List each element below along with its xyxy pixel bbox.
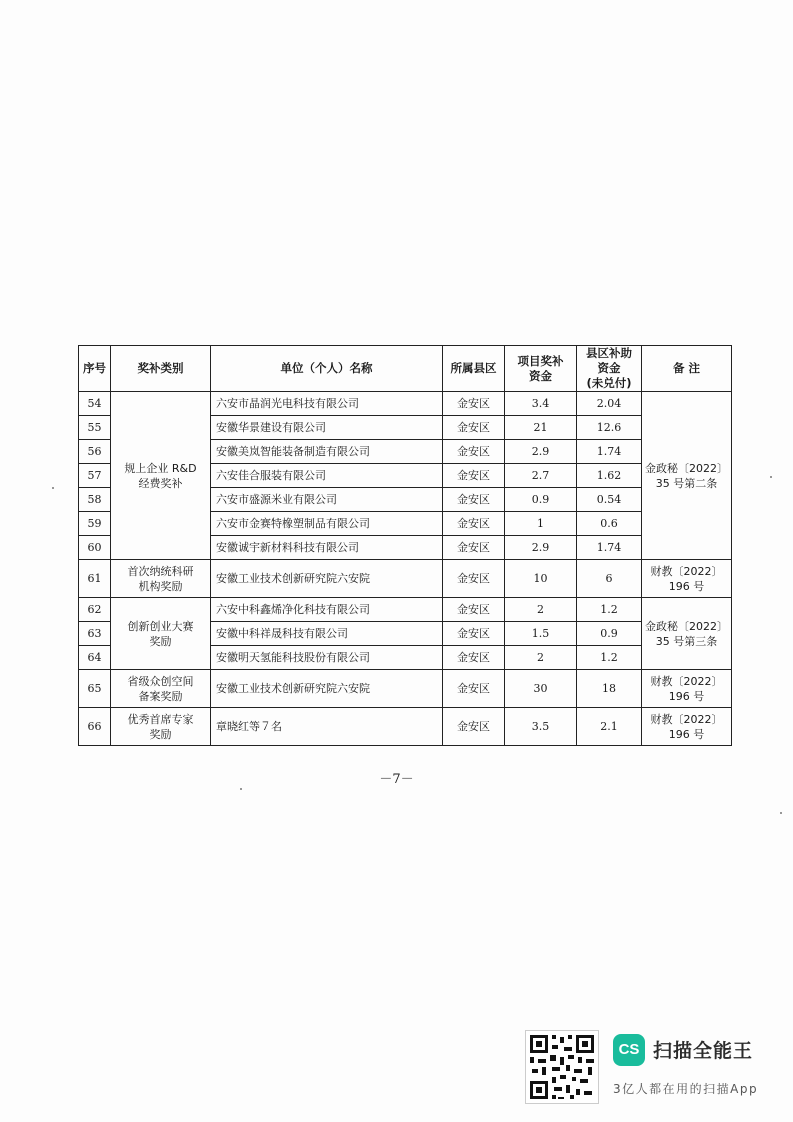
cell-seq: 58 [79,488,111,512]
remark-line: 196 号 [668,727,705,741]
cell-district-fund: 2.1 [577,708,642,746]
header-unit: 单位（个人）名称 [211,346,443,392]
cell-district: 金安区 [443,708,505,746]
cell-district-fund: 6 [577,560,642,598]
cell-seq: 59 [79,512,111,536]
header-district-fund-line: 资金 [597,361,621,375]
award-table [78,345,732,746]
cell-remark [642,392,732,560]
cell-seq: 64 [79,646,111,670]
scan-speck [52,487,54,489]
cell-project-fund: 2.9 [505,536,577,560]
cell-project-fund: 30 [505,670,577,708]
cell-unit: 安徽工业技术创新研究院六安院 [211,670,443,708]
cell-project-fund: 1.5 [505,622,577,646]
cell-district-fund: 1.74 [577,440,642,464]
cell-district-fund: 18 [577,670,642,708]
cell-district: 金安区 [443,488,505,512]
cell-unit: 六安市晶润光电科技有限公司 [211,392,443,416]
header-project-fund-line: 项目奖补 [517,353,564,368]
cell-district-fund: 0.9 [577,622,642,646]
remark-line: 35 号第三条 [655,634,718,648]
cell-district: 金安区 [443,464,505,488]
remark-line: 财教〔2022〕 [650,712,723,726]
cell-seq: 65 [79,670,111,708]
scan-speck [240,788,242,790]
cell-district-fund: 1.62 [577,464,642,488]
cell-seq: 55 [79,416,111,440]
cell-category [111,670,211,708]
cell-category [111,708,211,746]
table-row [79,708,732,746]
cell-unit: 安徽华景建设有限公司 [211,416,443,440]
category-line: 经费奖补 [138,476,183,490]
remark-line: 196 号 [668,689,705,703]
cell-district-fund: 0.6 [577,512,642,536]
cell-district-fund: 1.74 [577,536,642,560]
category-line: 奖励 [149,634,172,648]
cell-unit: 安徽明天氢能科技股份有限公司 [211,646,443,670]
cell-category [111,560,211,598]
cell-seq: 61 [79,560,111,598]
camscanner-logo-icon: CS [613,1034,645,1066]
category-line: 规上企业 R&D [124,461,197,475]
cell-project-fund: 3.5 [505,708,577,746]
cell-district-fund: 12.6 [577,416,642,440]
cell-project-fund: 2 [505,598,577,622]
cell-unit: 安徽诚宇新材料科技有限公司 [211,536,443,560]
camscanner-app-name: 扫描全能王 [653,1040,754,1062]
cell-district: 金安区 [443,670,505,708]
cell-project-fund: 1 [505,512,577,536]
cell-seq: 56 [79,440,111,464]
category-line: 省级众创空间 [127,674,194,688]
cell-project-fund: 21 [505,416,577,440]
cell-unit: 六安中科鑫烯净化科技有限公司 [211,598,443,622]
remark-line: 35 号第二条 [655,476,718,490]
cell-project-fund: 2 [505,646,577,670]
table-row [79,392,732,416]
cell-remark [642,560,732,598]
cell-seq: 54 [79,392,111,416]
category-line: 机构奖励 [138,579,183,593]
header-remark: 备 注 [642,346,732,392]
cell-unit: 安徽美岚智能装备制造有限公司 [211,440,443,464]
cell-district: 金安区 [443,646,505,670]
cell-district: 金安区 [443,598,505,622]
cell-remark [642,598,732,670]
cell-district-fund: 1.2 [577,646,642,670]
header-category: 奖补类别 [111,346,211,392]
cell-unit: 安徽中科祥晟科技有限公司 [211,622,443,646]
cell-unit: 章晓红等７名 [211,708,443,746]
cell-district-fund: 0.54 [577,488,642,512]
cell-seq: 60 [79,536,111,560]
cell-project-fund: 10 [505,560,577,598]
cell-seq: 66 [79,708,111,746]
cell-project-fund: 0.9 [505,488,577,512]
cell-district: 金安区 [443,392,505,416]
header-district-fund-line: 县区补助 [586,346,632,360]
cell-seq: 62 [79,598,111,622]
cell-district-fund: 2.04 [577,392,642,416]
qr-code-icon [525,1030,599,1104]
cell-remark [642,708,732,746]
category-line: 优秀首席专家 [127,712,194,726]
header-district: 所属县区 [443,346,505,392]
cell-district: 金安区 [443,560,505,598]
scan-speck [770,476,772,478]
header-district-fund-line: (未兑付) [586,376,632,390]
cell-district: 金安区 [443,416,505,440]
cell-seq: 57 [79,464,111,488]
cell-seq: 63 [79,622,111,646]
cell-unit: 六安市金赛特橡塑制品有限公司 [211,512,443,536]
cell-project-fund: 3.4 [505,392,577,416]
category-line: 备案奖励 [138,689,183,703]
header-seq: 序号 [79,346,111,392]
remark-line: 金政秘〔2022〕 [645,461,728,475]
cell-district: 金安区 [443,536,505,560]
remark-line: 196 号 [668,579,705,593]
category-line: 创新创业大赛 [127,619,194,633]
remark-line: 财教〔2022〕 [650,674,723,688]
header-project-fund-line: 资金 [529,368,552,383]
cell-category [111,392,211,560]
qr-code-graphic [526,1031,598,1103]
page-number: －7－ [379,772,414,787]
header-district-fund [577,346,642,392]
camscanner-tagline: 3亿人都在用的扫描App [613,1082,759,1096]
cell-project-fund: 2.7 [505,464,577,488]
camscanner-watermark [525,1030,785,1106]
scan-speck [780,812,782,814]
cell-unit: 六安市盛源米业有限公司 [211,488,443,512]
cell-district: 金安区 [443,440,505,464]
remark-line: 金政秘〔2022〕 [645,619,728,633]
cell-project-fund: 2.9 [505,440,577,464]
cell-unit: 安徽工业技术创新研究院六安院 [211,560,443,598]
table-row [79,670,732,708]
remark-line: 财教〔2022〕 [650,564,723,578]
cell-district-fund: 1.2 [577,598,642,622]
cell-unit: 六安佳合服装有限公司 [211,464,443,488]
cell-district: 金安区 [443,512,505,536]
table-row [79,598,732,622]
cell-category [111,598,211,670]
header-project-fund [505,346,577,392]
table-row [79,560,732,598]
cell-district: 金安区 [443,622,505,646]
header-row [79,346,732,392]
category-line: 奖励 [149,727,172,741]
cell-remark [642,670,732,708]
category-line: 首次纳统科研 [127,564,194,578]
